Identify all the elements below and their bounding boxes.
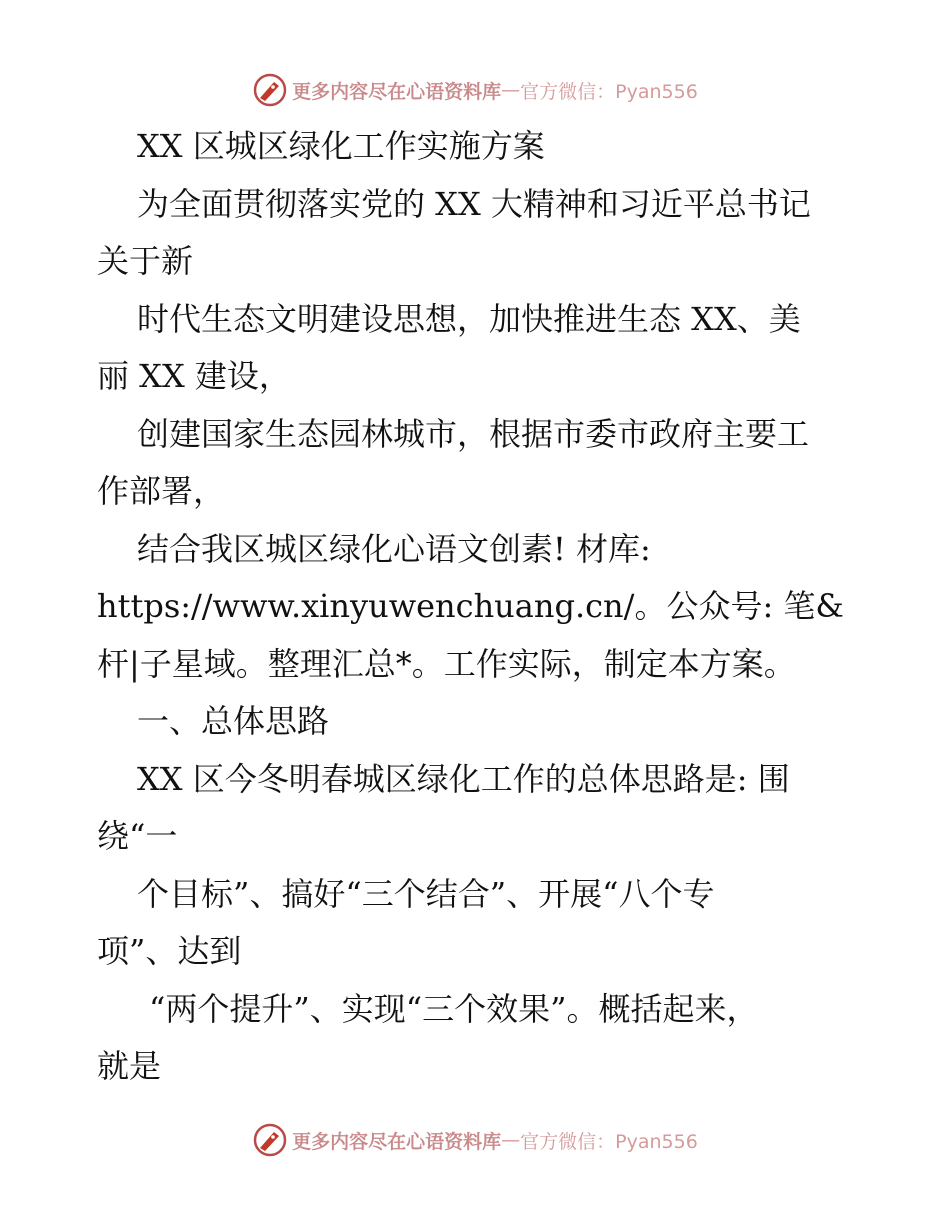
paragraph-line: 时代生态文明建设思想，加快推进生态 XX、美: [137, 299, 801, 338]
footer-watermark-banner: [0, 1120, 950, 1160]
paragraph-line: 创建国家生态园林城市，根据市委市政府主要工: [137, 414, 810, 453]
banner-site-text: 更多内容尽在心语资料库: [292, 1130, 502, 1153]
paragraph-line: 丽 XX 建设，: [97, 357, 291, 395]
paragraph-line: 个目标”、搞好“三个结合”、开展“八个专: [137, 874, 715, 913]
banner-wechat-text: 官方微信：Pyan556: [520, 1130, 698, 1153]
paragraph-line: 为全面贯彻落实党的 XX 大精神和习近平总书记: [137, 184, 811, 223]
paragraph-line: 作部署，: [97, 472, 226, 510]
paragraph-line: 就是: [97, 1047, 162, 1085]
paragraph-line: “两个提升”、实现“三个效果”。概括起来，: [149, 989, 759, 1028]
header-watermark-banner: [0, 70, 950, 110]
section-heading: 一、总体思路: [137, 702, 330, 740]
document-body: [97, 118, 887, 1096]
paragraph-line: 项”、达到: [97, 932, 242, 970]
paragraph-line: 杆|子星域。整理汇总*。工作实际，制定本方案。: [97, 644, 796, 683]
banner-dash: —: [501, 1129, 521, 1151]
banner-dash: —: [501, 79, 521, 101]
banner-site-text: 更多内容尽在心语资料库: [292, 80, 502, 103]
fountain-pen-nib-logo-icon: [252, 1122, 288, 1158]
paragraph-line: 关于新: [97, 242, 194, 280]
paragraph-line: 绕“一: [97, 817, 178, 855]
paragraph-line: https://www.xinyuwenchuang.cn/。公众号: 笔&: [97, 587, 844, 625]
document-title: XX 区城区绿化工作实施方案: [137, 127, 545, 165]
fountain-pen-nib-logo-icon: [252, 72, 288, 108]
paragraph-line: XX 区今冬明春城区绿化工作的总体思路是: 围: [137, 759, 790, 798]
banner-wechat-text: 官方微信：Pyan556: [520, 80, 698, 103]
paragraph-line: 结合我区城区绿化心语文创素! 材库:: [137, 529, 651, 568]
